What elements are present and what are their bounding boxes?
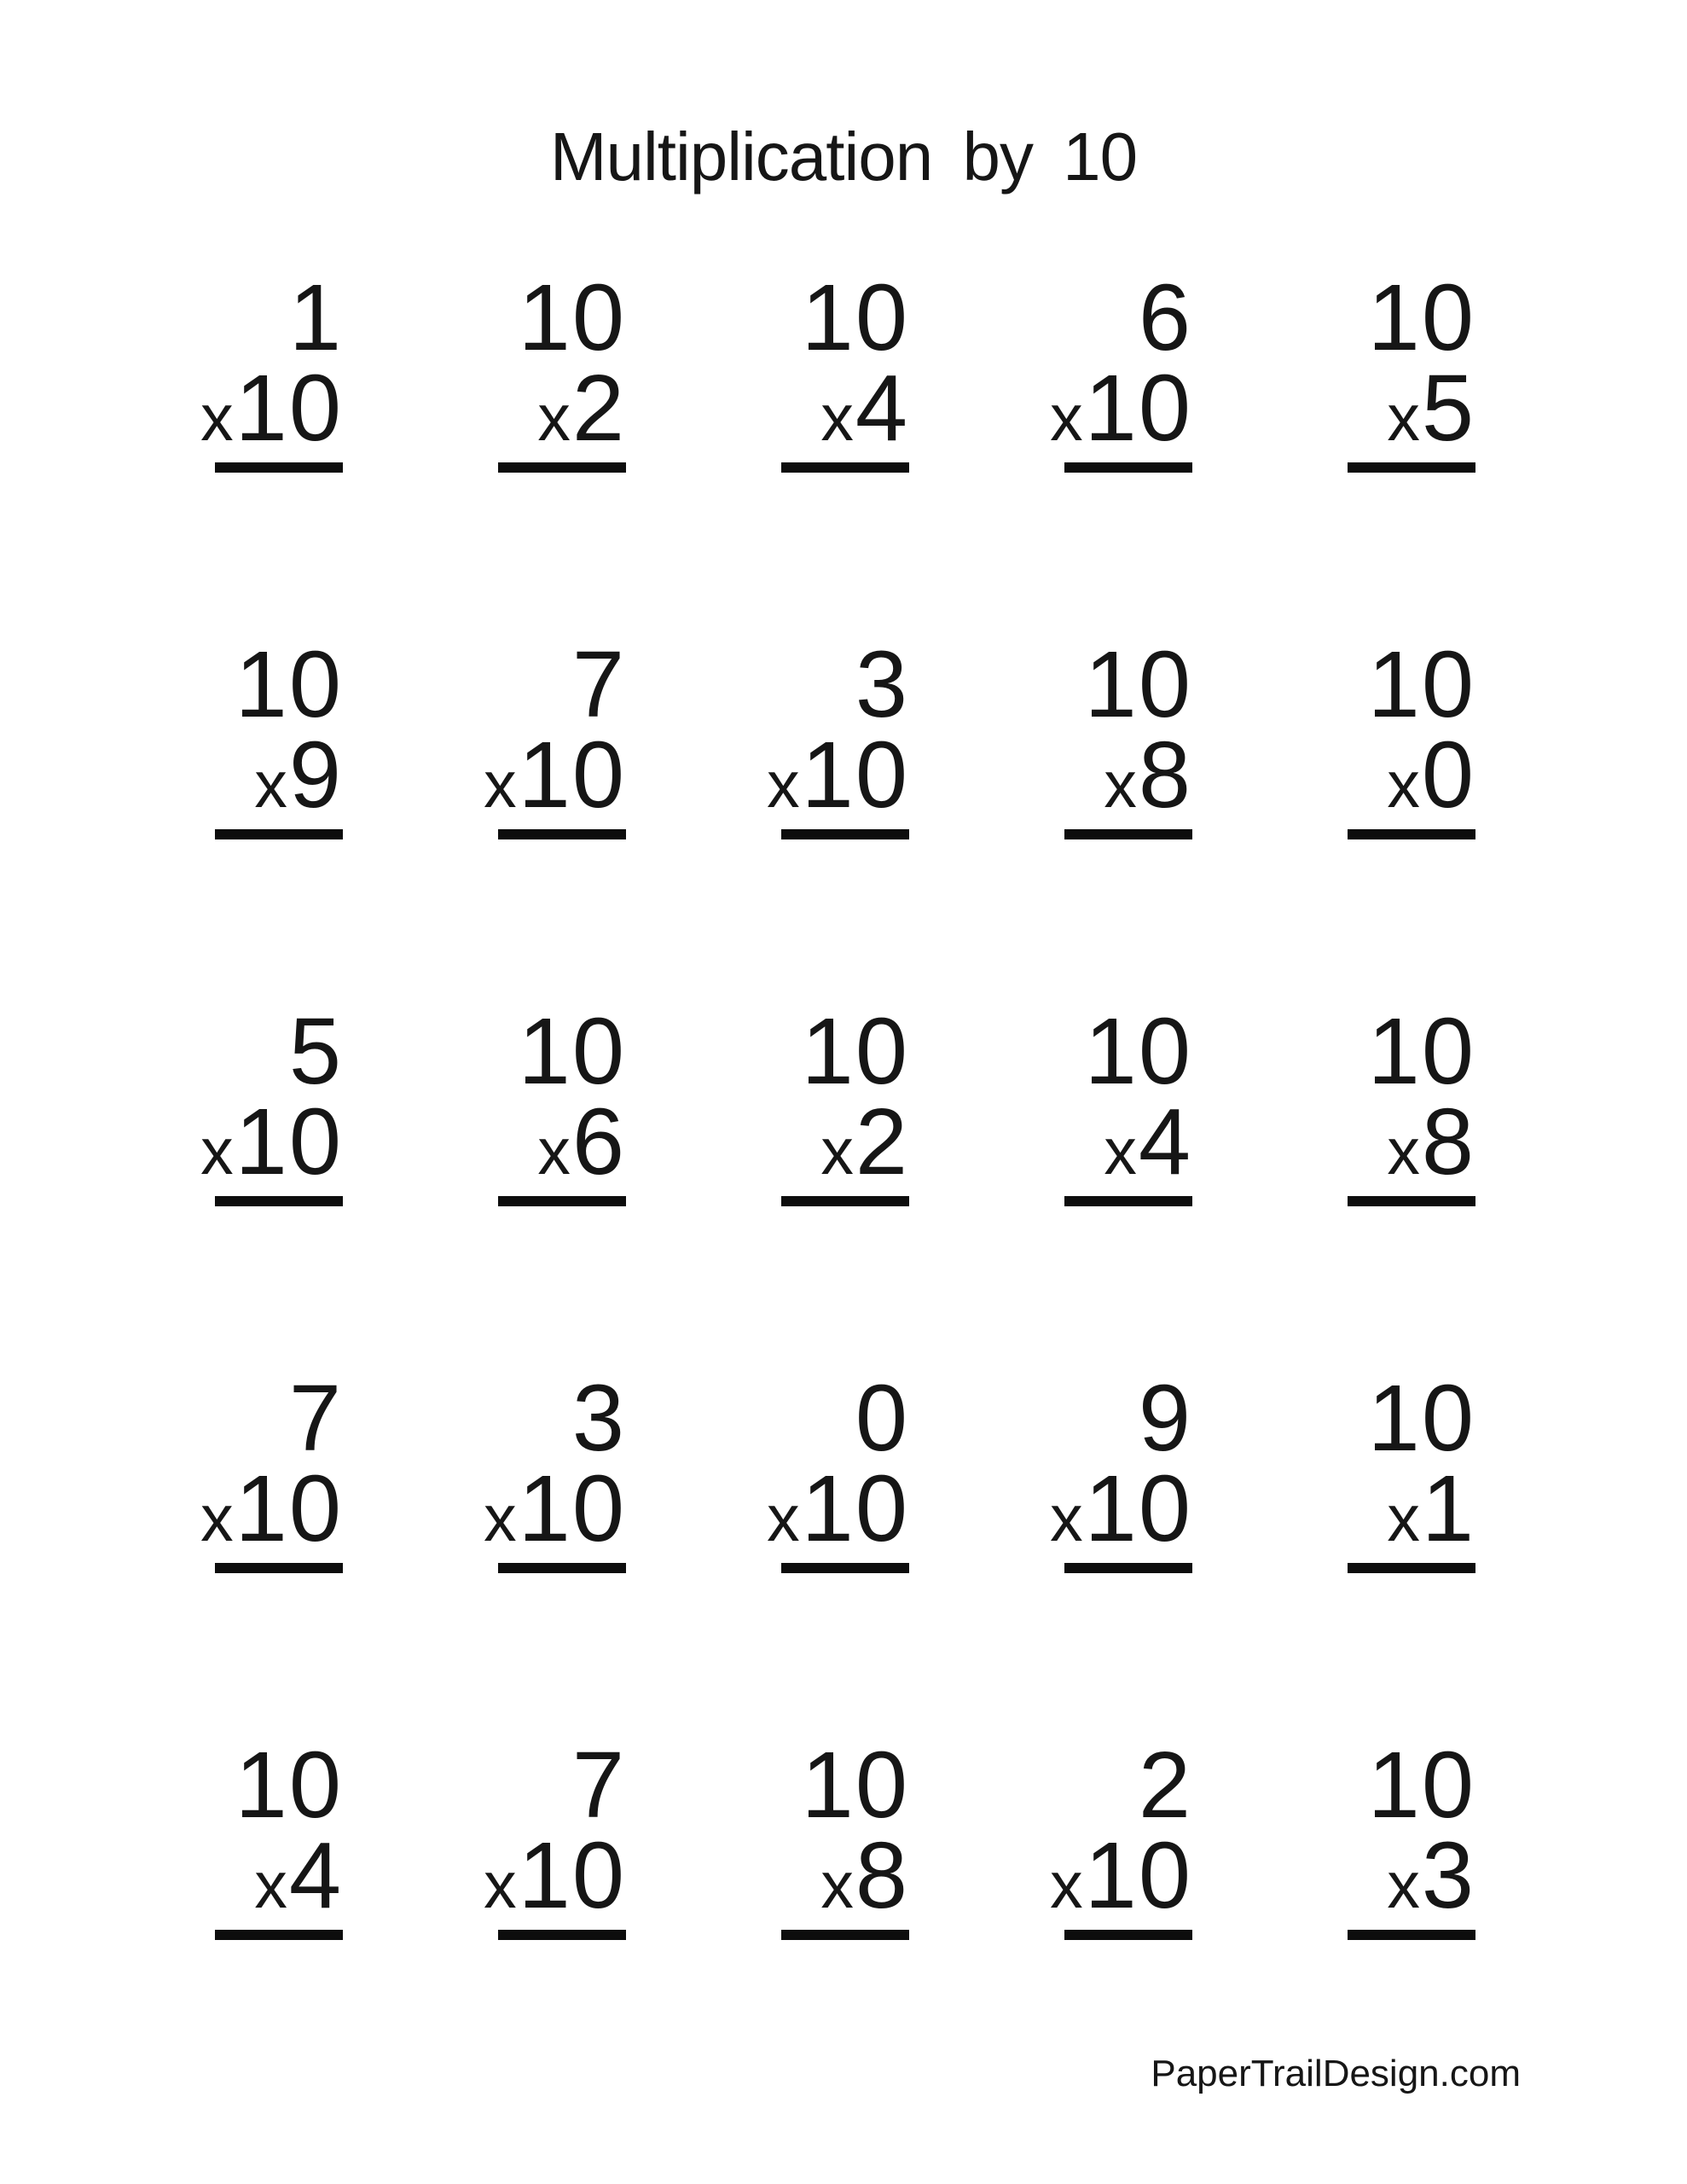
multiplicand: 10 <box>801 999 909 1104</box>
multiplication-problem <box>498 999 626 1206</box>
multiplier-row <box>484 723 626 828</box>
answer-line <box>1348 829 1475 839</box>
multiply-operator: x <box>1387 1115 1420 1188</box>
multiplier: 8 <box>1421 1089 1475 1194</box>
multiply-operator: x <box>537 1115 571 1188</box>
multiplication-problem <box>1064 999 1192 1206</box>
answer-line <box>1064 1930 1192 1940</box>
multiplier-row <box>1104 723 1192 828</box>
multiplication-problem <box>200 1366 343 1573</box>
multiplier: 5 <box>1421 356 1475 461</box>
multiplicand: 0 <box>855 1366 909 1471</box>
multiplier-row <box>1387 1823 1475 1928</box>
multiplier-row <box>767 1456 909 1561</box>
multiplier: 4 <box>855 356 909 461</box>
multiplier-row <box>820 356 909 461</box>
multiplication-problem <box>781 999 909 1206</box>
multiplicand: 10 <box>801 1733 909 1838</box>
multiplication-problem <box>1064 632 1192 839</box>
multiplier-row <box>820 1823 909 1928</box>
multiplicand: 10 <box>1367 632 1475 737</box>
multiplicand: 5 <box>288 999 343 1104</box>
worksheet-title: Multiplication by 10 <box>549 119 1138 195</box>
multiplier-row <box>484 1456 626 1561</box>
answer-line <box>1348 1563 1475 1573</box>
multiplier: 10 <box>235 1089 343 1194</box>
multiply-operator: x <box>767 748 800 822</box>
multiplication-problem <box>1348 632 1475 839</box>
answer-line <box>781 1563 909 1573</box>
answer-line <box>1064 462 1192 473</box>
multiply-operator: x <box>1387 1849 1420 1922</box>
multiplier: 10 <box>235 1456 343 1561</box>
multiply-operator: x <box>1050 1482 1083 1555</box>
answer-line <box>1348 1930 1475 1940</box>
multiplier: 10 <box>1084 1456 1192 1561</box>
multiplication-problem <box>1348 265 1475 473</box>
multiplicand: 10 <box>518 999 626 1104</box>
multiplier: 2 <box>855 1089 909 1194</box>
multiplication-problem <box>1348 999 1475 1206</box>
problems-grid <box>60 265 1475 2106</box>
multiply-operator: x <box>200 1482 234 1555</box>
multiplier: 10 <box>235 356 343 461</box>
multiplication-problem <box>781 265 909 473</box>
multiplier: 3 <box>1421 1823 1475 1928</box>
multiply-operator: x <box>1387 1482 1420 1555</box>
multiplicand: 10 <box>801 265 909 370</box>
multiplication-problem <box>1050 265 1192 473</box>
multiplier: 0 <box>1421 723 1475 828</box>
multiplier-row <box>254 723 343 828</box>
multiply-operator: x <box>1104 1115 1137 1188</box>
multiplier-row <box>537 356 626 461</box>
multiplier: 8 <box>1138 723 1192 828</box>
answer-line <box>498 1196 626 1206</box>
multiplicand: 10 <box>1367 265 1475 370</box>
multiplier: 4 <box>288 1823 343 1928</box>
multiplication-problem <box>1050 1733 1192 1940</box>
multiply-operator: x <box>200 1115 234 1188</box>
answer-line <box>498 1563 626 1573</box>
multiplier: 10 <box>801 723 909 828</box>
multiplier-row <box>537 1089 626 1194</box>
multiplier: 2 <box>571 356 626 461</box>
multiply-operator: x <box>484 1482 517 1555</box>
multiplicand: 7 <box>571 632 626 737</box>
multiplication-problem <box>1348 1366 1475 1573</box>
multiplicand: 7 <box>288 1366 343 1471</box>
multiplicand: 10 <box>1367 999 1475 1104</box>
multiply-operator: x <box>484 1849 517 1922</box>
multiplier: 10 <box>1084 356 1192 461</box>
multiplication-problem <box>484 632 626 839</box>
multiply-operator: x <box>254 748 287 822</box>
answer-line <box>781 829 909 839</box>
multiplicand: 10 <box>1367 1733 1475 1838</box>
multiplicand: 3 <box>571 1366 626 1471</box>
multiplier-row <box>200 1089 343 1194</box>
multiply-operator: x <box>1387 381 1420 455</box>
multiplicand: 7 <box>571 1733 626 1838</box>
multiplier-row <box>1104 1089 1192 1194</box>
multiplier-row <box>1387 723 1475 828</box>
multiplicand: 10 <box>1367 1366 1475 1471</box>
answer-line <box>781 1196 909 1206</box>
multiply-operator: x <box>537 381 571 455</box>
multiplication-problem <box>200 999 343 1206</box>
multiplier: 10 <box>518 1823 626 1928</box>
multiplication-problem <box>484 1366 626 1573</box>
multiply-operator: x <box>200 381 234 455</box>
multiplier-row <box>767 723 909 828</box>
multiplier: 8 <box>855 1823 909 1928</box>
multiply-operator: x <box>820 1115 854 1188</box>
multiplication-problem <box>215 632 343 839</box>
multiplication-problem <box>200 265 343 473</box>
multiply-operator: x <box>1104 748 1137 822</box>
multiplier-row <box>1387 356 1475 461</box>
multiplier-row <box>484 1823 626 1928</box>
multiplicand: 10 <box>235 1733 343 1838</box>
multiplier: 10 <box>801 1456 909 1561</box>
multiply-operator: x <box>1050 381 1083 455</box>
multiplier-row <box>1387 1089 1475 1194</box>
multiplication-problem <box>767 632 909 839</box>
answer-line <box>215 1196 343 1206</box>
footer-credit: PaperTrailDesign.com <box>1151 2053 1521 2094</box>
answer-line <box>215 1930 343 1940</box>
multiplicand: 6 <box>1138 265 1192 370</box>
multiply-operator: x <box>1387 748 1420 822</box>
multiplication-problem <box>215 1733 343 1940</box>
multiplicand: 10 <box>235 632 343 737</box>
answer-line <box>215 1563 343 1573</box>
multiplier-row <box>1050 356 1192 461</box>
answer-line <box>1064 829 1192 839</box>
multiplicand: 10 <box>1084 999 1192 1104</box>
answer-line <box>1064 1563 1192 1573</box>
multiplicand: 2 <box>1138 1733 1192 1838</box>
multiplicand: 10 <box>518 265 626 370</box>
answer-line <box>215 462 343 473</box>
multiplicand: 9 <box>1138 1366 1192 1471</box>
multiplier: 10 <box>518 1456 626 1561</box>
multiplication-problem <box>767 1366 909 1573</box>
multiplier-row <box>1050 1823 1192 1928</box>
multiply-operator: x <box>254 1849 287 1922</box>
multiplication-problem <box>484 1733 626 1940</box>
multiplier: 1 <box>1421 1456 1475 1561</box>
multiply-operator: x <box>820 1849 854 1922</box>
multiply-operator: x <box>1050 1849 1083 1922</box>
multiply-operator: x <box>820 381 854 455</box>
answer-line <box>1064 1196 1192 1206</box>
multiplier-row <box>1050 1456 1192 1561</box>
multiplier-row <box>1387 1456 1475 1561</box>
answer-line <box>781 1930 909 1940</box>
multiplication-problem <box>1050 1366 1192 1573</box>
multiplier: 4 <box>1138 1089 1192 1194</box>
multiplicand: 1 <box>288 265 343 370</box>
multiplier: 9 <box>288 723 343 828</box>
multiplication-problem <box>781 1733 909 1940</box>
multiplier-row <box>820 1089 909 1194</box>
multiply-operator: x <box>484 748 517 822</box>
answer-line <box>1348 1196 1475 1206</box>
answer-line <box>498 462 626 473</box>
multiplicand: 3 <box>855 632 909 737</box>
multiplier: 10 <box>1084 1823 1192 1928</box>
multiplier-row <box>254 1823 343 1928</box>
multiplication-problem <box>498 265 626 473</box>
answer-line <box>498 829 626 839</box>
multiplier-row <box>200 356 343 461</box>
multiplier-row <box>200 1456 343 1561</box>
answer-line <box>1348 462 1475 473</box>
multiply-operator: x <box>767 1482 800 1555</box>
multiplier: 6 <box>571 1089 626 1194</box>
answer-line <box>498 1930 626 1940</box>
multiplicand: 10 <box>1084 632 1192 737</box>
multiplication-problem <box>1348 1733 1475 1940</box>
answer-line <box>215 829 343 839</box>
multiplier: 10 <box>518 723 626 828</box>
answer-line <box>781 462 909 473</box>
